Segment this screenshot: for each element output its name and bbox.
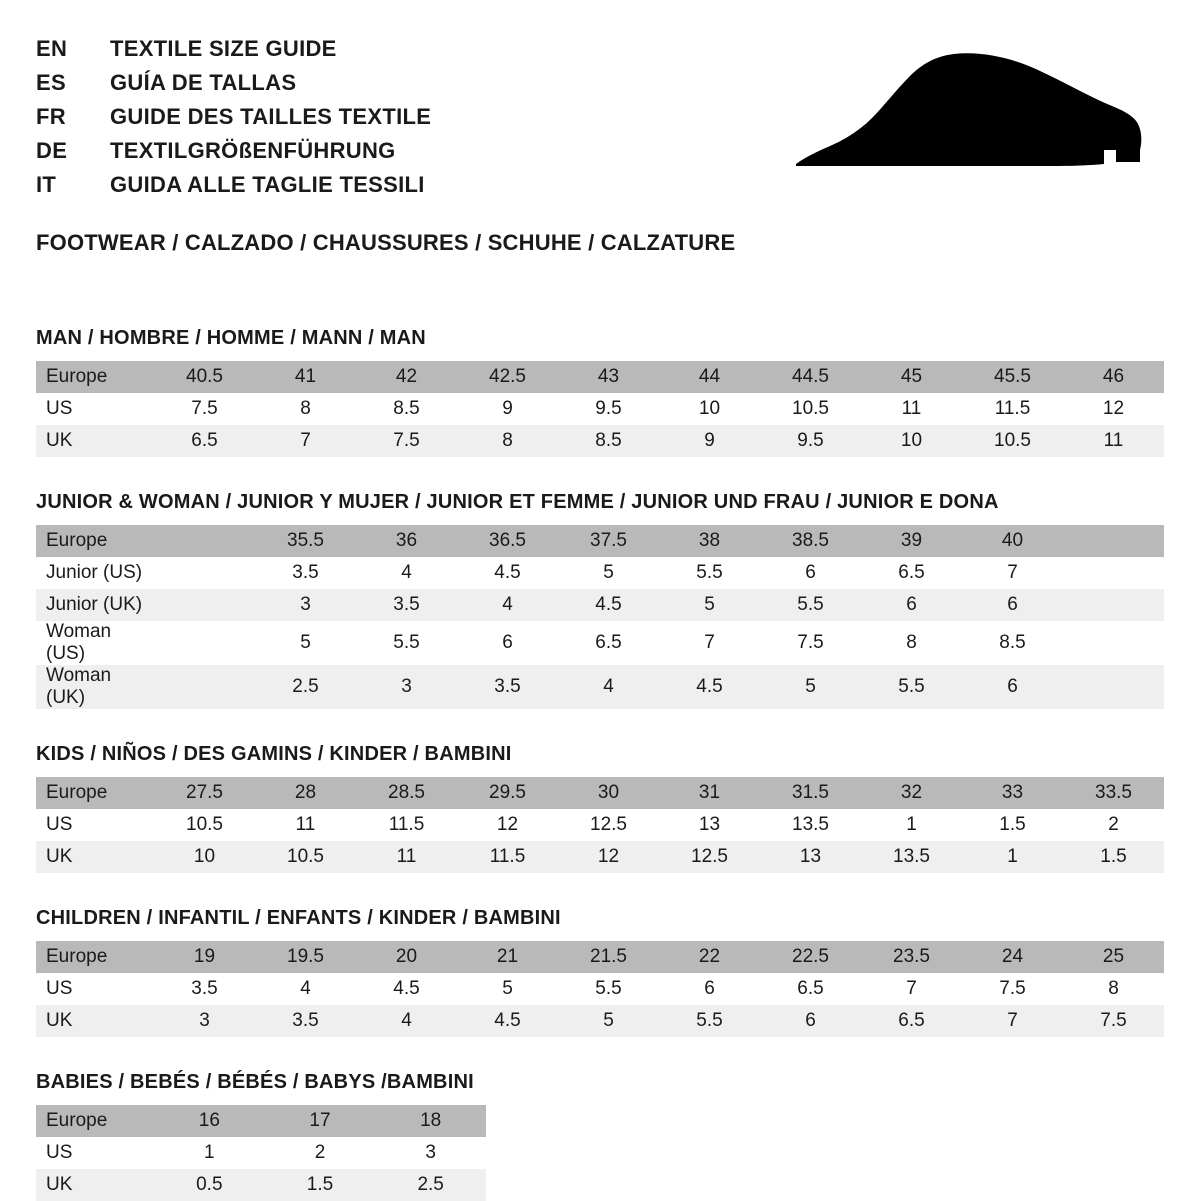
cell: 6.5 [861, 1005, 962, 1037]
cell [154, 525, 255, 557]
cell: 5.5 [356, 621, 457, 665]
cell: 41 [255, 361, 356, 393]
cell: 10.5 [760, 393, 861, 425]
table-row [36, 809, 1164, 841]
cell [1063, 525, 1164, 557]
cell: 4 [356, 1005, 457, 1037]
cell: 3.5 [154, 973, 255, 1005]
cell: 28.5 [356, 777, 457, 809]
cell: 12 [558, 841, 659, 873]
cell: 5.5 [659, 557, 760, 589]
language-title: GUIDE DES TAILLES TEXTILE [110, 104, 432, 129]
cell: 7 [659, 621, 760, 665]
cell: 4.5 [457, 557, 558, 589]
language-code: IT [36, 172, 57, 197]
row-label: US [36, 809, 154, 841]
cell: 1 [861, 809, 962, 841]
cell [154, 589, 255, 621]
row-label: UK [36, 425, 154, 457]
cell: 23.5 [861, 941, 962, 973]
cell: 6 [962, 665, 1063, 709]
table-row [36, 589, 1164, 621]
cell [1063, 557, 1164, 589]
cell: 6.5 [861, 557, 962, 589]
cell: 2.5 [375, 1169, 486, 1201]
section-babies [36, 1071, 1164, 1201]
cell: 4.5 [457, 1005, 558, 1037]
category-heading: FOOTWEAR / CALZADO / CHAUSSURES / SCHUHE / CALZATURE [36, 230, 736, 255]
row-label: Europe [36, 1105, 154, 1137]
cell: 38 [659, 525, 760, 557]
cell: 33.5 [1063, 777, 1164, 809]
row-label: Europe [36, 777, 154, 809]
cell [154, 557, 255, 589]
cell: 6.5 [154, 425, 255, 457]
row-label: Junior (UK) [36, 589, 154, 621]
section-title: JUNIOR & WOMAN / JUNIOR Y MUJER / JUNIOR ET FEMME / JUNIOR UND FRAU / JUNIOR E DONA [36, 491, 999, 513]
cell: 5.5 [861, 665, 962, 709]
cell: 6 [962, 589, 1063, 621]
cell: 3 [375, 1137, 486, 1169]
section-title: CHILDREN / INFANTIL / ENFANTS / KINDER / BAMBINI [36, 907, 561, 929]
size-table-babies [36, 1105, 486, 1201]
cell: 27.5 [154, 777, 255, 809]
cell: 1.5 [265, 1169, 376, 1201]
cell: 43 [558, 361, 659, 393]
cell: 1.5 [1063, 841, 1164, 873]
cell: 6 [457, 621, 558, 665]
cell: 2.5 [255, 665, 356, 709]
cell: 24 [962, 941, 1063, 973]
cell: 6.5 [760, 973, 861, 1005]
row-label: US [36, 973, 154, 1005]
cell [154, 665, 255, 709]
cell: 33 [962, 777, 1063, 809]
cell: 25 [1063, 941, 1164, 973]
cell: 35.5 [255, 525, 356, 557]
cell: 42 [356, 361, 457, 393]
cell: 5 [255, 621, 356, 665]
cell: 42.5 [457, 361, 558, 393]
cell: 18 [375, 1105, 486, 1137]
cell: 4 [255, 973, 356, 1005]
cell: 9 [457, 393, 558, 425]
cell: 16 [154, 1105, 265, 1137]
table-row [36, 941, 1164, 973]
cell: 3 [255, 589, 356, 621]
table-row [36, 1005, 1164, 1037]
table-row [36, 425, 1164, 457]
cell: 11 [861, 393, 962, 425]
cell: 37.5 [558, 525, 659, 557]
cell: 7.5 [1063, 1005, 1164, 1037]
cell: 6 [659, 973, 760, 1005]
cell: 36.5 [457, 525, 558, 557]
table-row [36, 525, 1164, 557]
cell: 46 [1063, 361, 1164, 393]
cell: 3.5 [255, 1005, 356, 1037]
row-label: US [36, 1137, 154, 1169]
row-label: Europe [36, 525, 154, 557]
cell: 3.5 [457, 665, 558, 709]
language-title: GUÍA DE TALLAS [110, 70, 297, 95]
cell: 10.5 [154, 809, 255, 841]
cell [1063, 621, 1164, 665]
cell: 11 [255, 809, 356, 841]
cell: 13 [760, 841, 861, 873]
cell: 5 [457, 973, 558, 1005]
cell: 4.5 [558, 589, 659, 621]
language-title: TEXTILE SIZE GUIDE [110, 36, 337, 61]
cell: 7.5 [356, 425, 457, 457]
cell: 21 [457, 941, 558, 973]
cell: 4 [356, 557, 457, 589]
row-label: Europe [36, 941, 154, 973]
cell: 45.5 [962, 361, 1063, 393]
section-children [36, 907, 1164, 1037]
cell: 21.5 [558, 941, 659, 973]
cell: 5 [659, 589, 760, 621]
cell: 8.5 [356, 393, 457, 425]
cell: 2 [265, 1137, 376, 1169]
cell: 44 [659, 361, 760, 393]
cell: 5 [760, 665, 861, 709]
language-code: ES [36, 70, 66, 95]
table-row [36, 973, 1164, 1005]
cell: 8.5 [962, 621, 1063, 665]
cell: 8 [861, 621, 962, 665]
cell: 3.5 [356, 589, 457, 621]
cell: 7 [962, 1005, 1063, 1037]
cell: 9.5 [760, 425, 861, 457]
cell: 11.5 [356, 809, 457, 841]
cell: 11.5 [457, 841, 558, 873]
cell: 10.5 [255, 841, 356, 873]
cell: 19.5 [255, 941, 356, 973]
cell: 10 [154, 841, 255, 873]
cell: 7.5 [154, 393, 255, 425]
cell: 20 [356, 941, 457, 973]
page-header [36, 36, 1164, 255]
section-man [36, 327, 1164, 457]
cell: 6 [760, 557, 861, 589]
cell: 7.5 [962, 973, 1063, 1005]
table-row [36, 1137, 486, 1169]
cell: 11.5 [962, 393, 1063, 425]
cell: 17 [265, 1105, 376, 1137]
row-label: UK [36, 1005, 154, 1037]
cell: 4 [558, 665, 659, 709]
language-code: EN [36, 36, 68, 61]
language-code: DE [36, 138, 68, 163]
cell: 5.5 [558, 973, 659, 1005]
cell: 12 [1063, 393, 1164, 425]
cell: 8.5 [558, 425, 659, 457]
table-row [36, 361, 1164, 393]
cell: 5 [558, 1005, 659, 1037]
cell: 1.5 [962, 809, 1063, 841]
cell [154, 621, 255, 665]
cell: 12.5 [659, 841, 760, 873]
cell: 31.5 [760, 777, 861, 809]
cell: 1 [154, 1137, 265, 1169]
cell: 8 [457, 425, 558, 457]
cell: 8 [255, 393, 356, 425]
cell: 12 [457, 809, 558, 841]
cell: 45 [861, 361, 962, 393]
row-label: Woman (UK) [36, 665, 154, 709]
section-title: BABIES / BEBÉS / BÉBÉS / BABYS /BAMBINI [36, 1071, 474, 1093]
cell [1063, 665, 1164, 709]
cell: 7.5 [760, 621, 861, 665]
table-row [36, 557, 1164, 589]
cell: 4.5 [356, 973, 457, 1005]
row-label: US [36, 393, 154, 425]
cell: 7 [962, 557, 1063, 589]
section-title: MAN / HOMBRE / HOMME / MANN / MAN [36, 327, 426, 349]
size-table-children [36, 941, 1164, 1037]
cell: 31 [659, 777, 760, 809]
cell: 6 [861, 589, 962, 621]
cell: 22.5 [760, 941, 861, 973]
cell: 3.5 [255, 557, 356, 589]
size-table-junior-woman [36, 525, 1164, 709]
cell: 0.5 [154, 1169, 265, 1201]
table-row [36, 665, 1164, 709]
section-kids [36, 743, 1164, 873]
cell: 5.5 [760, 589, 861, 621]
cell: 6 [760, 1005, 861, 1037]
language-code: FR [36, 104, 66, 129]
cell: 7 [861, 973, 962, 1005]
section-junior-woman [36, 491, 1164, 709]
cell: 28 [255, 777, 356, 809]
cell: 3 [356, 665, 457, 709]
cell: 44.5 [760, 361, 861, 393]
table-row [36, 1105, 486, 1137]
table-row [36, 777, 1164, 809]
cell: 3 [154, 1005, 255, 1037]
row-label: UK [36, 1169, 154, 1201]
cell: 1 [962, 841, 1063, 873]
cell: 40 [962, 525, 1063, 557]
row-label: UK [36, 841, 154, 873]
row-label: Woman (US) [36, 621, 154, 665]
cell: 6.5 [558, 621, 659, 665]
dress-shoe-icon [786, 46, 1146, 206]
cell: 10 [861, 425, 962, 457]
cell: 9.5 [558, 393, 659, 425]
cell: 4 [457, 589, 558, 621]
cell: 11 [356, 841, 457, 873]
cell: 11 [1063, 425, 1164, 457]
language-title: GUIDA ALLE TAGLIE TESSILI [110, 172, 425, 197]
cell [1063, 589, 1164, 621]
row-label: Europe [36, 361, 154, 393]
cell: 13 [659, 809, 760, 841]
cell: 4.5 [659, 665, 760, 709]
cell: 32 [861, 777, 962, 809]
table-row [36, 1169, 486, 1201]
cell: 2 [1063, 809, 1164, 841]
cell: 8 [1063, 973, 1164, 1005]
cell: 36 [356, 525, 457, 557]
cell: 29.5 [457, 777, 558, 809]
cell: 9 [659, 425, 760, 457]
cell: 38.5 [760, 525, 861, 557]
table-row [36, 393, 1164, 425]
cell: 30 [558, 777, 659, 809]
section-title: KIDS / NIÑOS / DES GAMINS / KINDER / BAMBINI [36, 743, 512, 765]
language-title: TEXTILGRÖßENFÜHRUNG [110, 138, 396, 163]
cell: 13.5 [760, 809, 861, 841]
cell: 12.5 [558, 809, 659, 841]
size-table-kids [36, 777, 1164, 873]
cell: 7 [255, 425, 356, 457]
cell: 39 [861, 525, 962, 557]
cell: 13.5 [861, 841, 962, 873]
cell: 22 [659, 941, 760, 973]
row-label: Junior (US) [36, 557, 154, 589]
cell: 19 [154, 941, 255, 973]
cell: 5.5 [659, 1005, 760, 1037]
cell: 10 [659, 393, 760, 425]
cell: 40.5 [154, 361, 255, 393]
cell: 10.5 [962, 425, 1063, 457]
table-row [36, 841, 1164, 873]
table-row [36, 621, 1164, 665]
cell: 5 [558, 557, 659, 589]
size-table-man [36, 361, 1164, 457]
